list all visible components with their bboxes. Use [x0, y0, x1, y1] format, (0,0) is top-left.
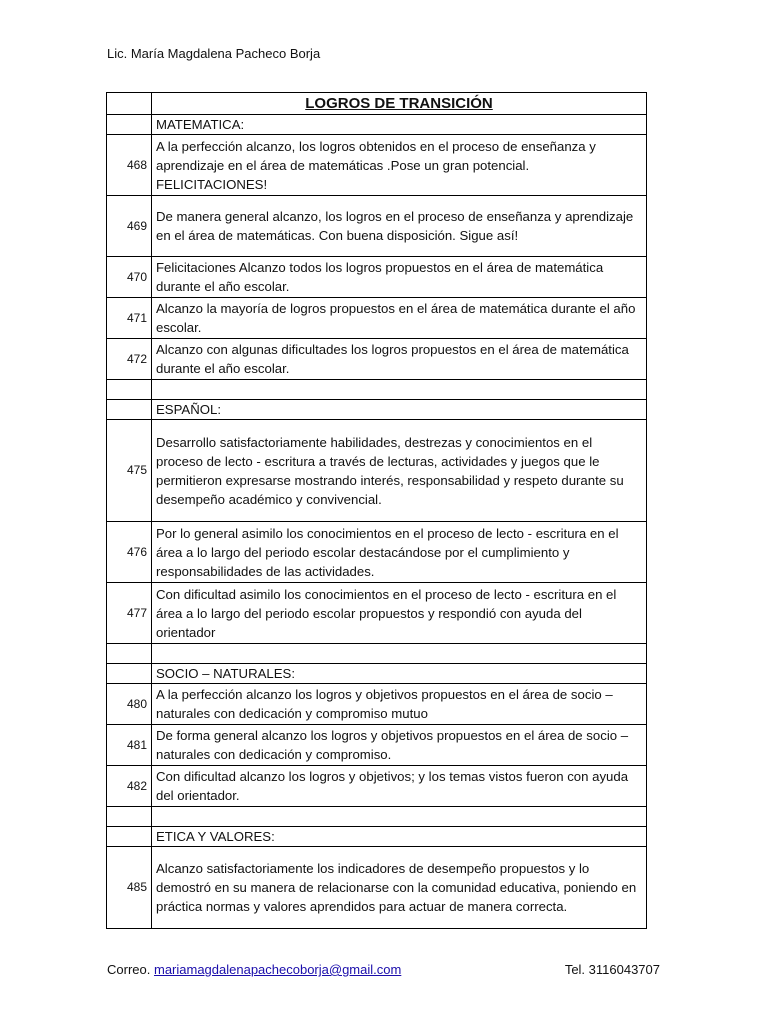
row-text: Por lo general asimilo los conocimientos en el proceso de lecto - escritura en el área a lo largo del periodo escolar destacándose por el cumplimiento y responsabilidades de las actividades. [152, 522, 647, 583]
row-number [107, 644, 152, 664]
row-number [107, 115, 152, 135]
row-number: 469 [107, 196, 152, 257]
section-heading: SOCIO – NATURALES: [152, 664, 647, 684]
row-text: Alcanzo satisfactoriamente los indicadores de desempeño propuestos y lo demostró en su manera de relacionarse con la comunidad educativa, poniendo en práctica normas y valores aprendidos para actuar de manera correcta. [152, 847, 647, 929]
row-text: Con dificultad alcanzo los logros y objetivos; y los temas vistos fueron con ayuda del orientador. [152, 766, 647, 807]
row-text: De forma general alcanzo los logros y objetivos propuestos en el área de socio – naturales con dedicación y compromiso. [152, 725, 647, 766]
row-text: Alcanzo con algunas dificultades los logros propuestos en el área de matemática durante el año escolar. [152, 339, 647, 380]
table-title-row [107, 93, 647, 115]
row-text: Con dificultad asimilo los conocimientos en el proceso de lecto - escritura en el área a lo largo del periodo escolar propuestos y respondió con ayuda del orientador [152, 583, 647, 644]
row-number: 475 [107, 420, 152, 522]
table-row [107, 135, 647, 196]
row-text: A la perfección alcanzo, los logros obtenidos en el proceso de enseñanza y aprendizaje en el área de matemáticas .Pose un gran potencial. FELICITACIONES! [152, 135, 647, 196]
section-row [107, 664, 647, 684]
row-number: 481 [107, 725, 152, 766]
row-number: 480 [107, 684, 152, 725]
table-row [107, 725, 647, 766]
row-text: Desarrollo satisfactoriamente habilidades, destrezas y conocimientos en el proceso de lecto - escritura a través de lecturas, actividades y juegos que le permitieron expresarse mostrando interés, responsabilidad y respeto durante su desempeño académico y convivencial. [152, 420, 647, 522]
table-row [107, 847, 647, 929]
email-link[interactable]: mariamagdalenapachecoborja@gmail.com [153, 962, 402, 977]
table-title-num-cell [107, 93, 152, 115]
row-number: 476 [107, 522, 152, 583]
row-text: A la perfección alcanzo los logros y objetivos propuestos en el área de socio – naturales con dedicación y compromiso mutuo [152, 684, 647, 725]
table-title: LOGROS DE TRANSICIÓN [152, 93, 647, 115]
row-number [107, 827, 152, 847]
section-heading: MATEMATICA: [152, 115, 647, 135]
blank-row [107, 380, 647, 400]
row-text: De manera general alcanzo, los logros en el proceso de enseñanza y aprendizaje en el área de matemáticas. Con buena disposición. Sigue así! [152, 196, 647, 257]
email-label: Correo. [107, 962, 151, 977]
row-number: 471 [107, 298, 152, 339]
footer-email [107, 962, 401, 977]
section-heading: ESPAÑOL: [152, 400, 647, 420]
table-row [107, 766, 647, 807]
table-row [107, 420, 647, 522]
blank-row [107, 807, 647, 827]
table-row [107, 339, 647, 380]
row-text [152, 807, 647, 827]
row-number: 485 [107, 847, 152, 929]
row-number: 477 [107, 583, 152, 644]
section-row [107, 827, 647, 847]
row-text [152, 644, 647, 664]
row-text [152, 380, 647, 400]
section-row [107, 400, 647, 420]
table-row [107, 583, 647, 644]
row-number: 470 [107, 257, 152, 298]
row-text: Felicitaciones Alcanzo todos los logros propuestos en el área de matemática durante el año escolar. [152, 257, 647, 298]
table-row [107, 298, 647, 339]
row-number [107, 807, 152, 827]
row-number [107, 380, 152, 400]
logros-table [106, 92, 647, 929]
section-heading: ETICA Y VALORES: [152, 827, 647, 847]
row-number [107, 400, 152, 420]
author-header: Lic. María Magdalena Pacheco Borja [107, 46, 321, 61]
table-row [107, 684, 647, 725]
footer-phone: Tel. 3116043707 [564, 962, 660, 977]
row-number [107, 664, 152, 684]
row-text: Alcanzo la mayoría de logros propuestos en el área de matemática durante el año escolar. [152, 298, 647, 339]
table-row [107, 522, 647, 583]
table-row [107, 196, 647, 257]
row-number: 482 [107, 766, 152, 807]
section-row [107, 115, 647, 135]
blank-row [107, 644, 647, 664]
row-number: 468 [107, 135, 152, 196]
row-number: 472 [107, 339, 152, 380]
table-row [107, 257, 647, 298]
